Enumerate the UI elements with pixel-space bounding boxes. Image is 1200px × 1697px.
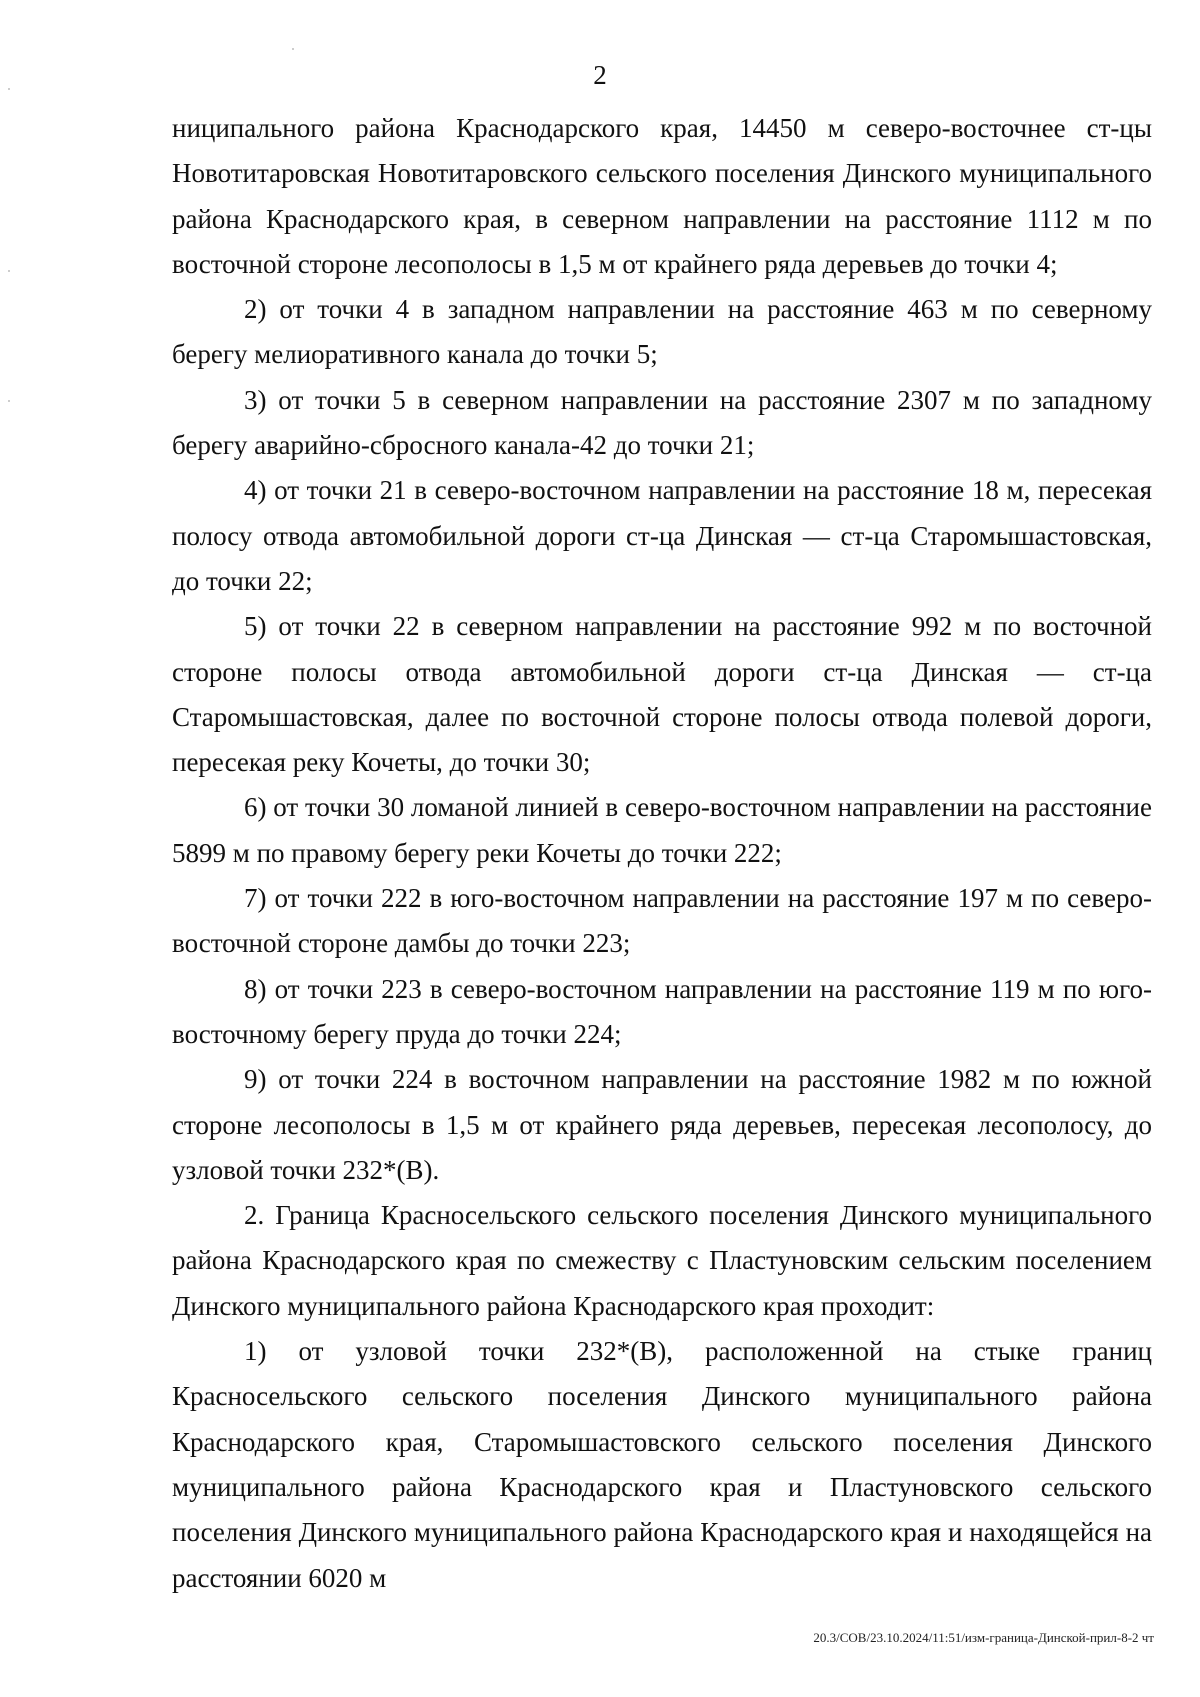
paragraph-item-7: 7) от точки 222 в юго-восточном направлении на расстояние 197 м по северо-восточной стороне дамбы до точки 223; [172, 883, 1152, 959]
paragraph-item-2: 2) от точки 4 в западном направлении на расстояние 463 м по северному берегу мелиоративного канала до точки 5; [172, 294, 1152, 370]
paragraph-section-2-item-1: 1) от узловой точки 232*(В), расположенной на стыке границ Красносельского сельского поселения Динского муниципального района Краснодарского края, Старомышастовского сельского поселения Динского муниципального района Краснодарского края и Пластуновского сельского поселения Динского муниципального района Краснодарского края и находящейся на расстоянии 6020 м [172, 1336, 1152, 1593]
paragraph-continued: ниципального района Краснодарского края, 14450 м северо-восточнее ст-цы Новотитаровская Новотитаровского сельского поселения Динского муниципального района Краснодарского края, в северном направлении на расстояние 1112 м по восточной стороне лесополосы в 1,5 м от крайнего ряда деревьев до точки 4; [172, 113, 1152, 279]
scan-speck [292, 48, 294, 50]
paragraph-section-2: 2. Граница Красносельского сельского поселения Динского муниципального района Краснодарского края по смежеству с Пластуновским сельским поселением Динского муниципального района Краснодарского края проходит: [172, 1200, 1152, 1321]
scan-speck [8, 270, 10, 272]
document-text [172, 106, 1152, 1601]
paragraph-item-5: 5) от точки 22 в северном направлении на расстояние 992 м по восточной стороне полосы отвода автомобильной дороги ст-ца Динская — ст-ца Старомышастовская, далее по восточной стороне полосы отвода полевой дороги, пересекая реку Кочеты, до точки 30; [172, 611, 1152, 778]
page-number: 2 [593, 60, 607, 90]
paragraph-item-6: 6) от точки 30 ломаной линией в северо-восточном направлении на расстояние 5899 м по правому берегу реки Кочеты до точки 222; [172, 792, 1152, 868]
paragraph-item-4: 4) от точки 21 в северо-восточном направлении на расстояние 18 м, пересекая полосу отвода автомобильной дороги ст-ца Динская — ст-ца Старомышастовская, до точки 22; [172, 475, 1152, 596]
paragraph-item-3: 3) от точки 5 в северном направлении на расстояние 2307 м по западному берегу аварийно-сбросного канала-42 до точки 21; [172, 384, 1152, 461]
paragraph-item-8: 8) от точки 223 в северо-восточном направлении на расстояние 119 м по юго-восточному берегу пруда до точки 224; [172, 973, 1152, 1049]
scan-speck [8, 400, 10, 402]
paragraph-item-9: 9) от точки 224 в восточном направлении на расстояние 1982 м по южной стороне лесополосы в 1,5 м от крайнего ряда деревьев, пересекая лесополосу, до узловой точки 232*(В). [172, 1064, 1152, 1185]
scan-speck [8, 88, 10, 90]
footer-document-code: 20.3/СОВ/23.10.2024/11:51/изм-граница-Динской-прил-8-2 чт [813, 1630, 1154, 1645]
